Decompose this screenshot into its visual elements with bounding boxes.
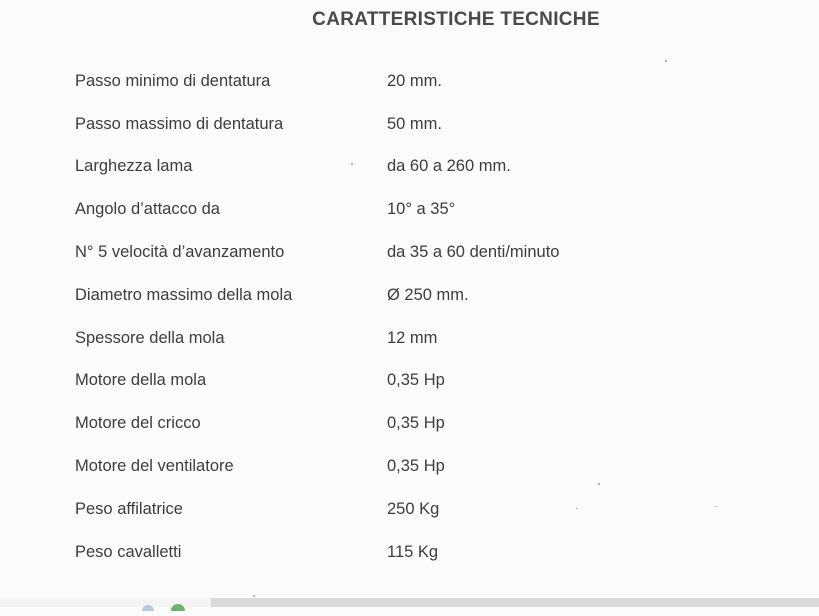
spec-value: da 60 a 260 mm. [387, 157, 511, 176]
spec-row [75, 445, 775, 488]
spec-value: 12 mm [387, 328, 438, 347]
scan-speck [598, 483, 600, 485]
spec-value: 0,35 Hp [387, 414, 445, 433]
spec-label: Peso cavalletti [75, 542, 182, 561]
footer-icons [136, 598, 196, 607]
spec-value: 10° a 35° [387, 200, 456, 219]
spec-label: Motore del ventilatore [75, 457, 234, 476]
scan-speck [253, 595, 255, 597]
spec-value: 115 Kg [387, 542, 439, 561]
spec-value: 50 mm. [387, 114, 443, 133]
globe-icon [142, 605, 154, 611]
spec-row [75, 188, 775, 231]
app-icon [171, 604, 185, 611]
spec-label: Larghezza lama [75, 157, 193, 176]
scan-speck [351, 163, 353, 165]
spec-label: N° 5 velocità d’avanzamento [75, 243, 285, 262]
spec-value: Ø 250 mm. [387, 285, 469, 304]
spec-label: Motore della mola [75, 371, 207, 390]
spec-row [75, 103, 775, 146]
footer-bar [211, 598, 819, 607]
spec-label: Passo massimo di dentatura [75, 114, 284, 133]
spec-row [75, 402, 775, 445]
spec-row [75, 60, 775, 103]
spec-value: 20 mm. [387, 71, 443, 90]
spec-label: Angolo d’attacco da [75, 200, 220, 219]
spec-table [75, 60, 775, 574]
spec-value: da 35 a 60 denti/minuto [387, 243, 560, 262]
spec-label: Motore del cricco [75, 414, 201, 433]
spec-row [75, 317, 775, 360]
scan-speck [715, 506, 717, 507]
scan-speck [576, 508, 578, 509]
spec-label: Diametro massimo della mola [75, 285, 293, 304]
spec-label: Spessore della mola [75, 328, 225, 347]
spec-row [75, 146, 775, 189]
spec-row [75, 360, 775, 403]
spec-label: Passo minimo di dentatura [75, 71, 271, 90]
spec-label: Peso affilatrice [75, 499, 183, 518]
spec-row [75, 274, 775, 317]
spec-row [75, 531, 775, 574]
spec-row [75, 231, 775, 274]
document-title: CARATTERISTICHE TECNICHE [312, 9, 600, 30]
spec-value: 250 Kg [387, 499, 440, 518]
spec-value: 0,35 Hp [387, 457, 445, 476]
spec-row [75, 488, 775, 531]
scan-speck [665, 60, 667, 62]
spec-value: 0,35 Hp [387, 371, 445, 390]
